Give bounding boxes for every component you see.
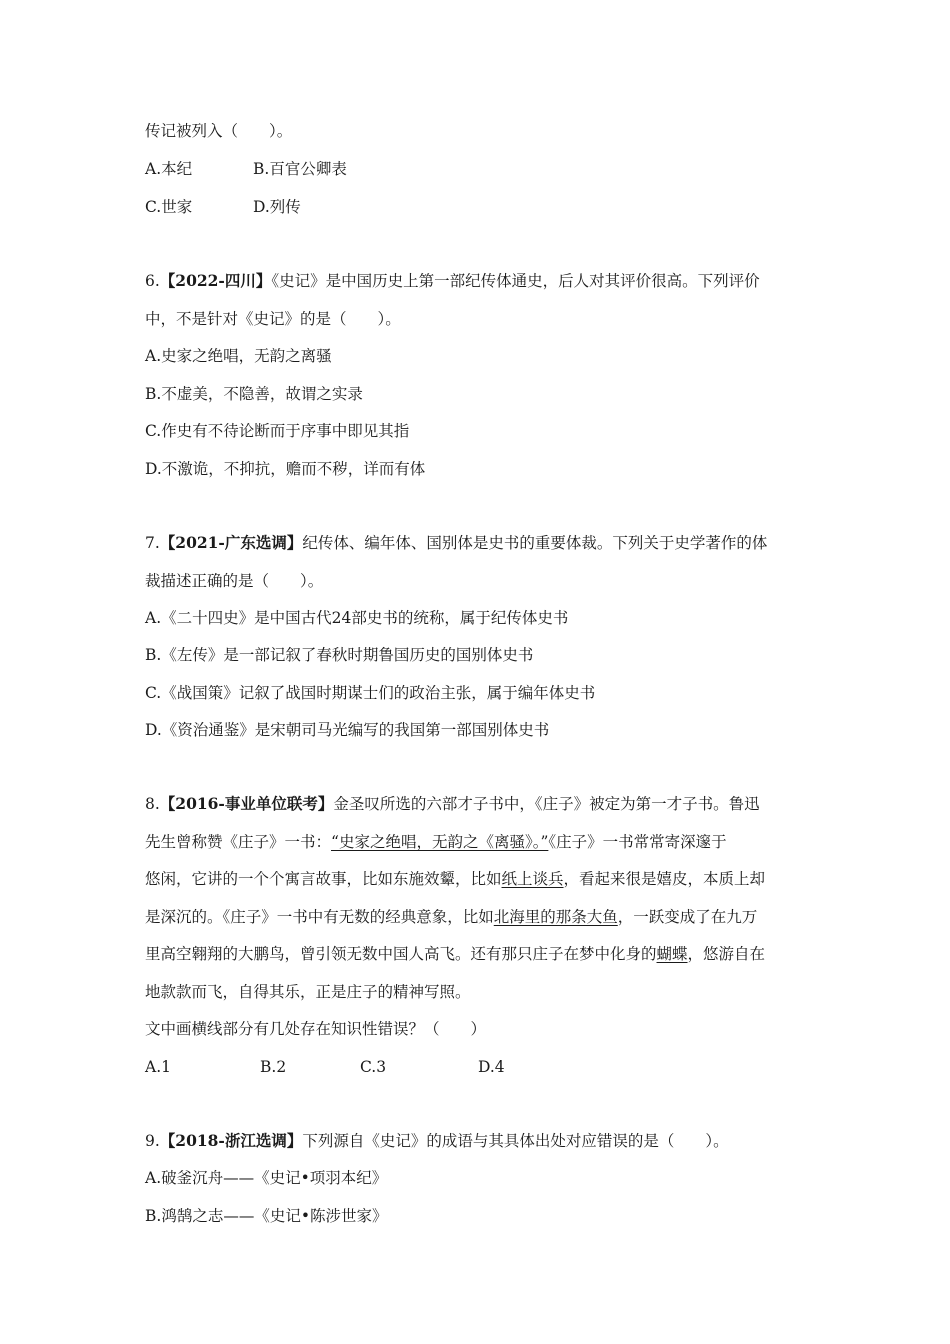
q8-line-2-post: 《庄子》一书常常寄深邃于 bbox=[548, 833, 727, 851]
q8-line-3-post: ，看起来很是嬉皮，本质上却 bbox=[563, 870, 766, 888]
q9-tag: 【2018-浙江选调】 bbox=[159, 1131, 303, 1150]
q7-stem-text: 纪传体、编年体、国别体是史书的重要体裁。下列关于史学著作的体 bbox=[302, 534, 768, 552]
q8-line-3-pre: 悠闲，它讲的一个个寓言故事，比如东施效颦，比如 bbox=[145, 870, 502, 888]
q9-stem bbox=[145, 1131, 815, 1151]
q5-option-b: B.百官公卿表 bbox=[253, 160, 347, 178]
q8-tag: 【2016-事业单位联考】 bbox=[159, 794, 334, 813]
q8-underline-4: 蝴蝶 bbox=[656, 945, 688, 963]
q8-option-c: C.3 bbox=[360, 1058, 387, 1076]
q8-option-b: B.2 bbox=[260, 1058, 287, 1076]
q5-option-d: D.列传 bbox=[253, 198, 301, 216]
q7-stem-line-1 bbox=[145, 533, 815, 553]
q7-option-d: D.《资治通鉴》是宋朝司马光编写的我国第一部国别体史书 bbox=[145, 721, 550, 739]
q7-number: 7. bbox=[145, 534, 160, 552]
q8-line-5 bbox=[145, 944, 815, 964]
q8-line-2-pre: 先生曾称赞《庄子》一书： bbox=[145, 833, 332, 851]
q6-option-a: A.史家之绝唱，无韵之离骚 bbox=[145, 347, 332, 365]
q6-stem-text: 《史记》是中国历史上第一部纪传体通史，后人对其评价很高。下列评价 bbox=[271, 272, 760, 290]
q8-underline-2: 纸上谈兵 bbox=[501, 870, 564, 888]
q8-option-a: A.1 bbox=[145, 1058, 171, 1076]
q7-option-b: B.《左传》是一部记叙了春秋时期鲁国历史的国别体史书 bbox=[145, 646, 534, 664]
q8-line-1 bbox=[145, 794, 815, 814]
q9-stem-text: 下列源自《史记》的成语与其具体出处对应错误的是（ ）。 bbox=[302, 1132, 729, 1150]
q6-option-b: B.不虚美，不隐善，故谓之实录 bbox=[145, 385, 363, 403]
q9-number: 9. bbox=[145, 1132, 160, 1150]
q8-line-5-pre: 里高空翱翔的大鹏鸟，曾引领无数中国人高飞。还有那只庄子在梦中化身的 bbox=[145, 945, 657, 963]
q5-stem-tail: 传记被列入（ ）。 bbox=[145, 122, 293, 140]
q7-option-c: C.《战国策》记叙了战国时期谋士们的政治主张，属于编年体史书 bbox=[145, 684, 596, 702]
q9-option-b: B.鸿鹄之志——《史记•陈涉世家》 bbox=[145, 1207, 388, 1225]
q8-line-3 bbox=[145, 869, 815, 889]
q6-stem-line-2: 中，不是针对《史记》的是（ ）。 bbox=[145, 310, 401, 328]
q7-option-a: A.《二十四史》是中国古代24部史书的统称，属于纪传体史书 bbox=[145, 609, 569, 627]
q8-option-d: D.4 bbox=[478, 1058, 505, 1076]
q8-underline-3: 北海里的那条大鱼 bbox=[493, 908, 618, 926]
q8-line-2 bbox=[145, 832, 815, 852]
q5-option-c: C.世家 bbox=[145, 198, 193, 216]
q8-line-4-post: ，一跃变成了在九万 bbox=[617, 908, 758, 926]
q8-underline-1: “史家之绝唱，无韵之《离骚》。” bbox=[331, 833, 549, 851]
q8-number: 8. bbox=[145, 795, 160, 813]
q7-stem-line-2: 裁描述正确的是（ ）。 bbox=[145, 572, 324, 590]
q6-option-c: C.作史有不待论断而于序事中即见其指 bbox=[145, 422, 410, 440]
q5-option-a: A.本纪 bbox=[145, 160, 193, 178]
q8-line-4 bbox=[145, 907, 815, 927]
q8-question: 文中画横线部分有几处存在知识性错误？（ ） bbox=[145, 1020, 487, 1038]
q8-line-6: 地款款而飞，自得其乐，正是庄子的精神写照。 bbox=[145, 983, 471, 1001]
q8-line-4-pre: 是深沉的。《庄子》一书中有无数的经典意象，比如 bbox=[145, 908, 494, 926]
q7-tag: 【2021-广东选调】 bbox=[159, 533, 303, 552]
q6-option-d: D.不激诡，不抑抗，赡而不秽，详而有体 bbox=[145, 460, 426, 478]
q8-line-1-text: 金圣叹所选的六部才子书中，《庄子》被定为第一才子书。鲁迅 bbox=[333, 795, 760, 813]
q6-number: 6. bbox=[145, 272, 160, 290]
q8-line-5-post: ，悠游自在 bbox=[687, 945, 766, 963]
q6-tag: 【2022-四川】 bbox=[159, 271, 272, 290]
q6-stem-line-1 bbox=[145, 271, 815, 291]
q9-option-a: A.破釜沉舟——《史记•项羽本纪》 bbox=[145, 1169, 388, 1187]
